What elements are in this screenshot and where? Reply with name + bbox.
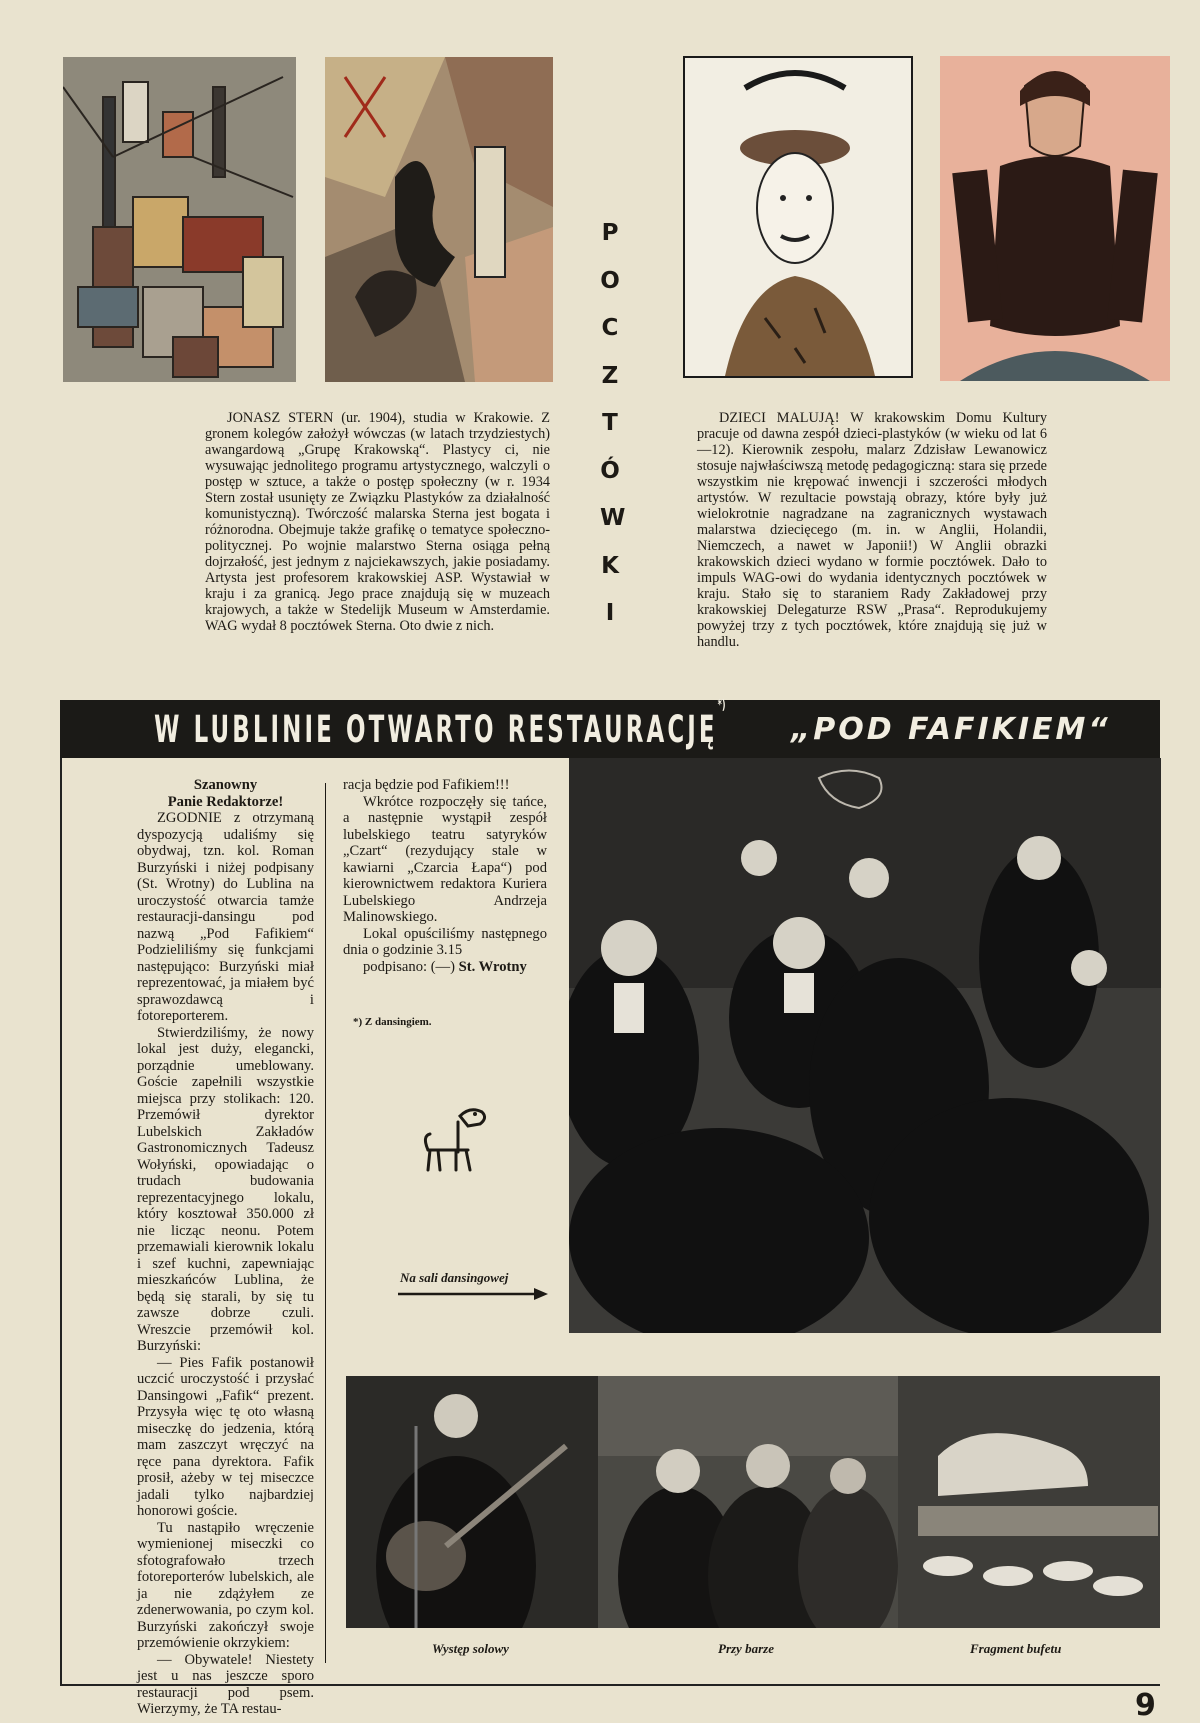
paragraph: Wkrótce rozpoczęły się tańce, a następnie wystąpił zespół lubelskiego teatru satyryków „Czart“ (rezydujący stale w kawiarni „Czarcia Łapa“) pod kierownictwem redaktora Kuriera Lubelskiego Andrzeja Malinowskiego.	[343, 793, 547, 925]
paragraph: — Obywatele! Niestety jest u nas jeszcze sporo restauracji pod psem. Wierzymy, że TA restau-	[137, 1651, 314, 1717]
stern-painting-2	[325, 57, 553, 382]
paragraph: Stwierdziliśmy, że nowy lokal jest duży, elegancki, porządnie umeblowany. Goście zapełnili wszystkie miejsca przy stolikach: 120. Przemówił dyrektor Lubelskich Zakładów Gastronomicznych Tadeusz Wołyński, opowiadając o trudach budowania reprezentacyjnego lokalu, który kosztował 350.000 zł nie licząc neonu. Potem przemawiali kierownik lokalu i szef kuchni, zapewniając mieszkańców Lublina, że będą się starali, by się tu zawsze dobrze czuli. Wreszcie przemówił kol. Burzyński:	[137, 1024, 314, 1354]
paragraph: racja będzie pod Fafikiem!!!	[343, 777, 510, 793]
article-title-name: „POD FAFIKIEM“	[790, 711, 1111, 747]
child-drawing-2	[940, 56, 1170, 381]
footnote: *) Z dansingiem.	[353, 1016, 432, 1028]
article-column-1	[137, 777, 314, 1718]
column-divider	[325, 783, 326, 1663]
child-drawing-1	[683, 56, 913, 378]
signature: podpisano: (—) St. Wrotny	[363, 958, 527, 975]
photo-at-bar	[598, 1376, 898, 1628]
paragraph: — Pies Fafik postanowił uczcić uroczystość i przysłać Dansingowi „Fafik“ prezent. Przysyła więc tę oto własną miseczkę do jedzenia, którą mam zaszczyt wręczyć na ręce pana dyrektora. Fafik prosił, ażeby w tej miseczce jadali tylko najbardziej honorowi goście.	[137, 1354, 314, 1519]
paragraph: Tu nastąpiło wręczenie wymienionej miseczki co sfotografowało trzech fotoreporterów lubelskich, ale ja nie zdążyłem ze zdenerwowania, po czym kol. Burzyński zakończył swoje przemówienie okrzykiem:	[137, 1519, 314, 1651]
side-title-vertical: P O C Z T Ó W K I	[600, 220, 626, 626]
stern-painting-1	[63, 57, 296, 382]
children-caption: DZIECI MALUJĄ! W krakowskim Domu Kultury pracuje od dawna zespół dzieci-plastyków (w wieku od lat 6—12). Kierownik zespołu, malarz Zdzisław Lewanowicz stosuje najwłaściwszą metodę pedagogiczną: stara się przede wszystkim nie krępować inwencji i szczerości młodych artystów. W rezultacie powstają obrazy, które były już wielokrotnie nagradzane na zagranicznych wystawach malarstwa dziecięcego (m. in. w Anglii, Holandii, Niemczech, a nawet w Japonii!) W Anglii obrazki krakowskich dzieci wydano w formie pocztówek. Dało to impuls WAG-owi do wydania identycznych pocztówek w kraju. Stało się to staraniem Rady Zakładowej przy krakowskiej Delegaturze RSW „Prasa“. Reprodukujemy powyżej trzy z tych pocztówek, które znajdują się już w handlu.	[697, 410, 1047, 650]
paragraph: ZGODNIE z otrzymaną dyspozycją udaliśmy się obydwaj, tzn. kol. Roman Burzyński i niżej podpisany (St. Wrotny) do Lublina na uroczystość otwarcia tamże restauracji-dansingu pod nazwą „Pod Fafikiem“ Podzieliliśmy się funkcjami następująco: Burzyński miał reprezentować, ja miałem być sprawozdawcą i fotoreporterem.	[137, 810, 314, 1024]
photo-caption-bar: Przy barze	[718, 1641, 774, 1656]
arrow-right-icon	[398, 1287, 548, 1306]
photo-buffet	[898, 1376, 1160, 1628]
photo-caption-solo: Występ solowy	[432, 1641, 509, 1656]
photo-caption-buffet: Fragment bufetu	[970, 1641, 1062, 1656]
photo-solo-performance	[346, 1376, 598, 1628]
greeting-line-2: Panie Redaktorze!	[167, 793, 284, 810]
paragraph: Lokal opuściliśmy następnego dnia o godzinie 3.15	[343, 925, 547, 958]
article-column-2	[343, 777, 547, 975]
greeting-line-1: Szanowny	[193, 777, 258, 793]
article-title-banner	[60, 697, 1160, 758]
photo-caption-main: Na sali dansingowej	[400, 1270, 509, 1285]
stern-caption: JONASZ STERN (ur. 1904), studia w Krakowie. Z gronem kolegów założył wówczas (w latach trzydziestych) awangardową „Grupę Krakowską“. Plastycy ci, nie wysuwając jednolitego programu artystycznego, walczyli o postęp w sztuce, a także o postęp społeczny (w r. 1934 Stern został usunięty ze Związku Plastyków za działalność komunistyczną). Twórczość malarska Sterna jest bogata i różnorodna. Obejmuje także grafikę o tematyce społeczno-politycznej. Po wojnie malarstwo Sterna osiąga pełną dojrzałość, jest jednym z najciekawszych, jakie posiadamy. Artysta jest profesorem krakowskiej ASP. Wystawiał w kraju i za granicą. Jego prace znajdują się w muzeach krajowych, a także w Stedelijk Museum w Amsterdamie. WAG wydał 8 pocztówek Sterna. Oto dwie z nich.	[205, 410, 550, 634]
photo-dance-hall	[569, 758, 1161, 1333]
page-number: 9	[1135, 1688, 1156, 1723]
fafik-dog-icon	[420, 1098, 500, 1183]
article-title-main: W LUBLINIE OTWARTO RESTAURACJĘ*)	[154, 697, 726, 751]
